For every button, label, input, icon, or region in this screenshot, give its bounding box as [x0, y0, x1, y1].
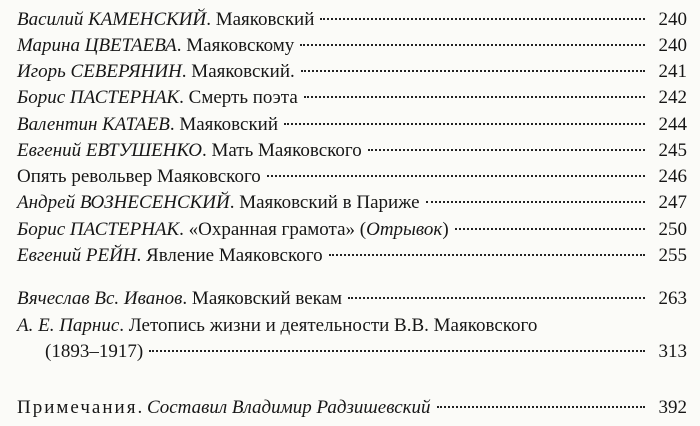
entry-page: 240 — [658, 35, 687, 56]
entry-title-end: ) — [442, 219, 449, 240]
dot-leader — [301, 70, 645, 72]
entry-page: 247 — [658, 192, 687, 213]
entry-author: Валентин КАТАЕВ — [17, 114, 170, 135]
dot-leader — [284, 123, 645, 125]
toc-entry[interactable]: Евгений ЕВТУШЕНКО. Мать Маяковского 245 — [17, 140, 687, 161]
entry-page: 263 — [658, 288, 687, 309]
entry-author: Игорь СЕВЕРЯНИН — [17, 61, 182, 82]
dot-leader — [426, 201, 645, 203]
entry-title: Мать Маяковского — [211, 140, 362, 161]
entry-author: Марина ЦВЕТАЕВА — [17, 35, 177, 56]
entry-title: Маяковскому — [186, 35, 295, 56]
entry-title: Маяковский в Париже — [239, 192, 420, 213]
entry-title: «Охранная грамота» ( — [188, 219, 367, 240]
entry-page: 313 — [658, 341, 687, 362]
dot-leader — [329, 254, 645, 256]
entry-title: Маяковский. — [191, 61, 295, 82]
entry-page: 246 — [658, 166, 687, 187]
entry-page: 250 — [658, 219, 687, 240]
toc-entry[interactable]: Вячеслав Вс. Иванов. Маяковский векам 263 — [17, 288, 687, 309]
dot-leader — [348, 297, 645, 299]
dot-leader — [455, 228, 645, 230]
dot-leader — [368, 149, 645, 151]
toc-entry[interactable]: Игорь СЕВЕРЯНИН. Маяковский. 241 — [17, 61, 687, 82]
entry-title: Маяковский — [179, 114, 279, 135]
entry-author: Евгений РЕЙН — [17, 245, 137, 266]
entry-title: Летопись жизни и деятельности В.В. Маяковского — [128, 315, 538, 336]
notes-label: Примечания — [17, 397, 138, 418]
toc-entry-chronicle-continued[interactable] — [45, 341, 687, 363]
dot-leader — [320, 18, 645, 20]
entry-author: Евгений ЕВТУШЕНКО — [17, 140, 202, 161]
toc-entry-chronicle[interactable]: А. Е. Парнис. Летопись жизни и деятельности В.В. Маяковского — [17, 315, 538, 336]
entry-page: 240 — [658, 9, 687, 30]
entry-title: Явление Маяковского — [146, 245, 323, 266]
entry-page: 245 — [658, 140, 687, 161]
entry-author: Вячеслав Вс. Иванов — [17, 288, 183, 309]
entry-page: 242 — [658, 87, 687, 108]
notes-compiler: Составил Владимир Радзишевский — [146, 397, 431, 418]
dot-leader — [300, 44, 645, 46]
dot-leader — [267, 175, 645, 177]
entry-author: А. Е. Парнис — [17, 315, 120, 336]
dot-leader — [149, 350, 645, 352]
entry-title-italic: Отрывок — [366, 219, 443, 240]
toc-entry[interactable]: Василий КАМЕНСКИЙ. Маяковский 240 — [17, 9, 687, 30]
toc-entry[interactable]: Валентин КАТАЕВ. Маяковский 244 — [17, 114, 687, 135]
toc-entry[interactable]: Борис ПАСТЕРНАК. «Охранная грамота» (Отрывок) 250 — [17, 219, 687, 240]
entry-author: Борис ПАСТЕРНАК — [17, 219, 180, 240]
entry-page: 255 — [658, 245, 687, 266]
entry-page: 244 — [658, 114, 687, 135]
entry-page: 241 — [658, 61, 687, 82]
toc-entry-notes[interactable]: Примечания. Составил Владимир Радзишевский 392 — [17, 397, 687, 418]
entry-title: Маяковский векам — [191, 288, 343, 309]
toc-entry[interactable]: Борис ПАСТЕРНАК. Смерть поэта 242 — [17, 87, 687, 108]
dot-leader — [304, 96, 645, 98]
entry-page: 392 — [658, 397, 687, 418]
toc-entry[interactable] — [17, 166, 687, 188]
entry-author: Борис ПАСТЕРНАК — [17, 87, 180, 108]
entry-author: Василий КАМЕНСКИЙ — [17, 9, 207, 30]
entry-title: Опять револьвер Маяковского — [17, 166, 261, 187]
toc-entry[interactable]: Андрей ВОЗНЕСЕНСКИЙ. Маяковский в Париже 247 — [17, 192, 687, 213]
entry-title: Маяковский — [215, 9, 315, 30]
toc-entry[interactable]: Евгений РЕЙН. Явление Маяковского 255 — [17, 245, 687, 266]
entry-title: Смерть поэта — [188, 87, 298, 108]
toc-entry[interactable]: Марина ЦВЕТАЕВА. Маяковскому 240 — [17, 35, 687, 56]
entry-author: Андрей ВОЗНЕСЕНСКИЙ — [17, 192, 230, 213]
dot-leader — [437, 406, 645, 408]
entry-title-continuation: (1893–1917) — [45, 341, 144, 362]
